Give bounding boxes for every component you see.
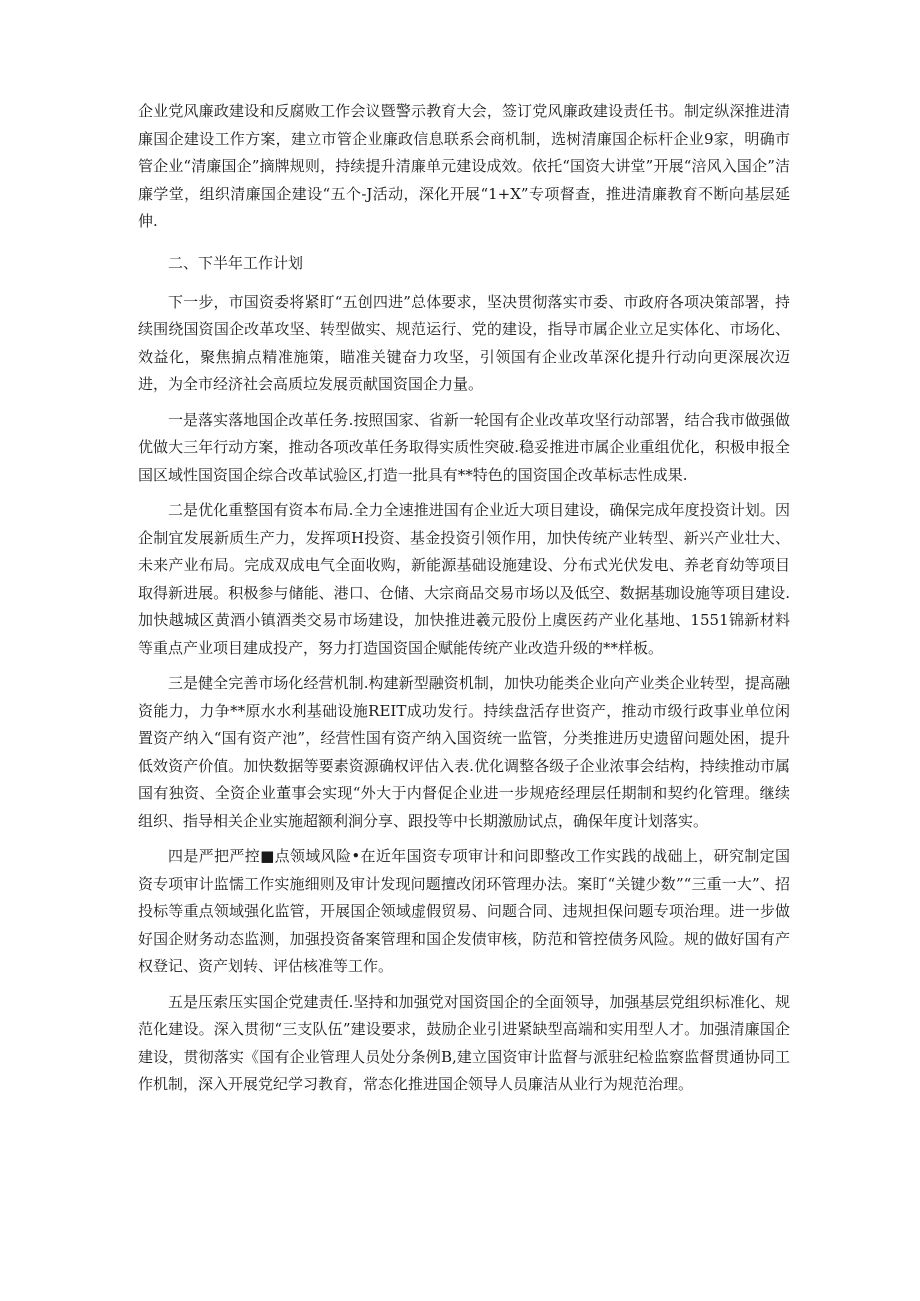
paragraph-item-5: 五是压索压实国企党建责任.坚持和加强党对国资国企的全面领导，加强基层党组织标准化、规范化建设。深入贯彻“三支队伍”建设要求，鼓励企业引进紧缺型高端和实用型人才。加强清廉国企建设，贯彻落实《国有企业管理人员处分条例B,建立国资审计监督与派驻纪检监察监督贯通协同工作机制，深入开展党纪学习教育，常态化推进国企领导人员廉洁从业行为规范治理。 bbox=[138, 992, 790, 1093]
paragraph-item-4: 四是严把严控■点领域风险•在近年国资专项审计和问即整改工作实践的战础上，研究制定国资专项审计监懦工作实施细则及审计发现问题擅改闭环管理办法。案盯“关键少数”“三重一大”、招投标等重点领域强化监管，开展国企领域虚假贸易、问题合同、违规担保问题专项治理。进一步做好国企财务动态监测，加强投资备案管理和国企发债审核，防范和管控债务风险。规的做好国有产权登记、资产划转、评估核准等工作。 bbox=[138, 847, 790, 975]
spacer bbox=[138, 399, 790, 407]
section-heading: 二、下半年工作计划 bbox=[168, 253, 304, 272]
paragraph-item-1: 一是落实落地国企改革任务.按照国家、省新一轮国有企业改革攻坚行动部署，结合我市做强做优做大三年行动方案，推动各项改革任务取得实质性突破.稳妥推进市属企业重组优化，积极申报全国区域性国资国企综合改革试验区,打造一批具有**特色的国资国企改革标志性成果. bbox=[138, 410, 790, 484]
paragraph-item-3: 三是健全完善市场化经营机制.构建新型融资机制，加快功能类企业向产业类企业转型，提高融资能力，力争**原水水利基础设施REIT成功发行。持续盘活存世资产，推动市级行政事业单位闲置资产纳入“国有资产池”，经营性国有资产纳入国资统一监管，分类推进历史遗留问题处困，提升低效资产价值。加快数据等要素资源确权评估入表.优化调整各级子企业浓事会结构，持续推动市属国有独资、全资企业董事会实现“外大于内督促企业进一步规疮经理层任期制和契约化管理。继续组织、指导相关企业实施超额利涧分享、跟投等中长期激励试点，确保年度计划落实。 bbox=[138, 674, 790, 830]
spacer bbox=[138, 489, 790, 497]
paragraph-next-steps: 下一步，市国资委将紧盯“五创四进”总体要求，坚决贯彻落实市委、市政府各项决策部署，持续围绕国资国企改革攻坚、转型做实、规范运行、党的建设，指导市属企业立足实体化、市场化、效益化，聚焦掮点精准施策，瞄准关键奋力攻坚，引领国有企业改革深化提升行动向更深展次迈进，为全市经济社会高质垃发展贡献国资国企力量。 bbox=[138, 292, 790, 393]
paragraph-item-2: 二是优化重整国有资本布局.全力全速推进国有企业近大项目建设，确保完成年度投资计划。因企制宜发展新质生产力，发挥项H投资、基金投资引领作用，加快传统产业转型、新兴产业壮大、未来产业布局。完成双成电气全面收购，新能源基础设施建设、分布式光伏发电、养老育幼等项目取得新进展。积极参与储能、港口、仓储、大宗商品交易市场以及低空、数据基珈设施等项目建设.加快越城区黄酒小镇酒类交易市场建设，加快推进羲元股份上虞医药产业化基地、1551锦新材料等重点产业项目建成投产，努力打造国资国企赋能传统产业改造升级的**样板。 bbox=[138, 501, 790, 657]
spacer bbox=[138, 277, 790, 289]
spacer bbox=[138, 981, 790, 989]
paragraph-intro: 企业党风廉政建设和反腐败工作会议暨警示教育大会，签订党风廉政建设责任书。制定纵深推进清廉国企建设工作方案，建立市管企业廉政信息联系会商机制，选树清廉国企标杆企业9家，明确市管企业“清廉国企”摘牌规则，持续提升清廉单元建设成效。依托“国资大讲堂”开展“涪风入国企”洁廉学堂，组织清廉国企建设“五个-J活动，深化开展“1+X”专项督查，推进清廉教育不断向基层延伸. bbox=[138, 102, 790, 230]
spacer bbox=[138, 662, 790, 670]
spacer bbox=[138, 835, 790, 843]
spacer bbox=[138, 236, 790, 250]
document-page bbox=[138, 98, 790, 1099]
